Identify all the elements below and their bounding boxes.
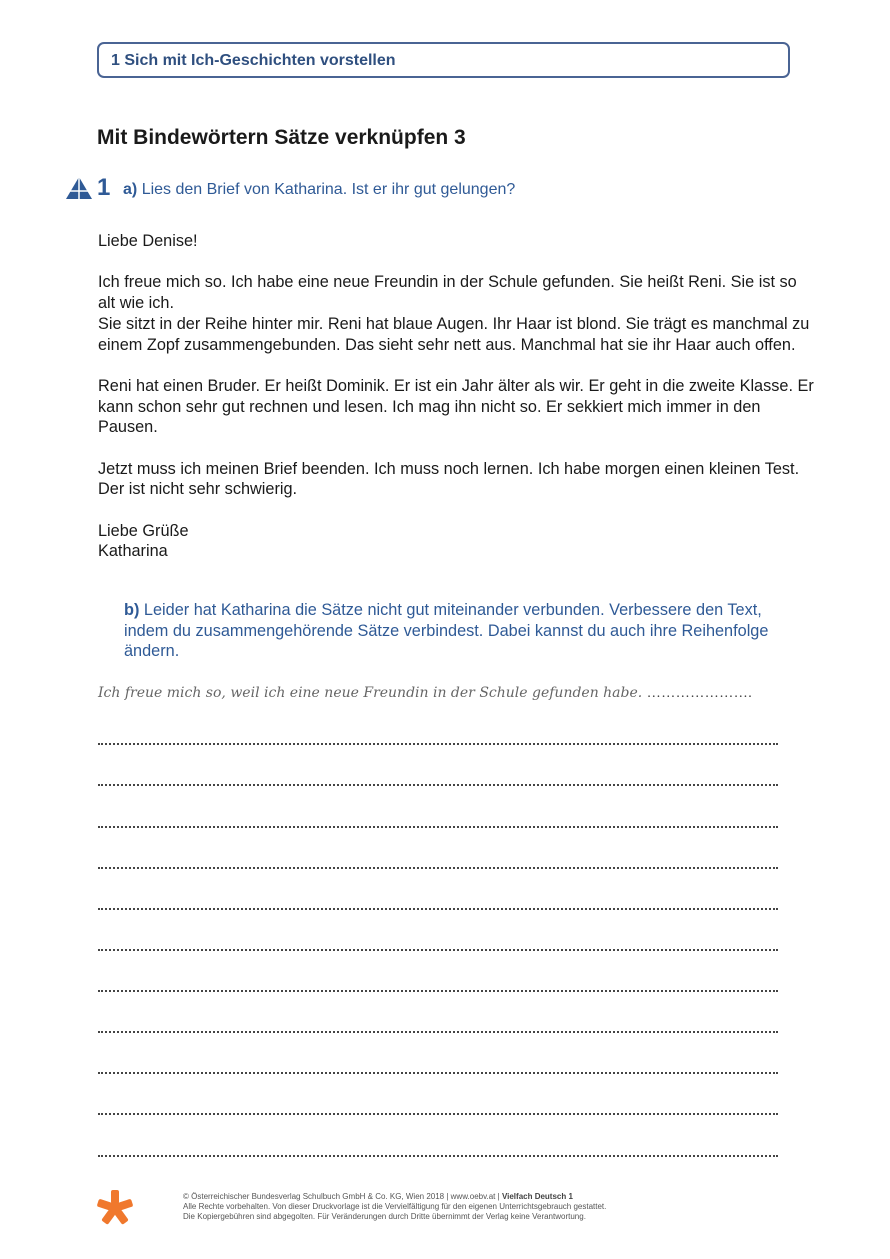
footer-line-1 — [183, 1192, 606, 1202]
letter-paragraph: Ich freue mich so. Ich habe eine neue Freundin in der Schule gefunden. Sie heißt Reni. Sie ist so alt wie ich. — [98, 273, 797, 313]
footer-copyright — [183, 1192, 606, 1222]
task-a-instruction — [123, 181, 515, 199]
task-b-instruction — [124, 600, 804, 662]
footer-line-1-prefix: © Österreichischer Bundesverlag Schulbuch GmbH & Co. KG, Wien 2018 | www.oebv.at | — [183, 1192, 502, 1201]
writing-line[interactable] — [98, 826, 778, 828]
task-b-label: b) — [124, 601, 140, 619]
task-number: 1 — [97, 174, 111, 201]
task-a-text: Lies den Brief von Katharina. Ist er ihr gut gelungen? — [141, 181, 516, 198]
writing-line[interactable] — [98, 1155, 778, 1157]
letter-greeting: Liebe Denise! — [98, 232, 198, 250]
writing-line[interactable] — [98, 1113, 778, 1115]
task-a-label: a) — [123, 181, 138, 198]
writing-line[interactable] — [98, 990, 778, 992]
writing-line[interactable] — [98, 1072, 778, 1074]
answer-example — [98, 685, 752, 702]
letter-paragraph: Sie sitzt in der Reihe hinter mir. Reni hat blaue Augen. Ihr Haar ist blond. Sie trägt es manchmal zu einem Zopf zusammengebunden. Das sieht sehr nett aus. Manchmal hat sie ihr Haar auch offen. — [98, 314, 810, 354]
answer-example-text: Ich freue mich so, weil ich eine neue Freundin in der Schule gefunden habe. — [98, 685, 643, 701]
chapter-label: 1 Sich mit Ich-Geschichten vorstellen — [111, 52, 396, 69]
writing-line[interactable] — [98, 743, 778, 745]
letter-paragraph: Jetzt muss ich meinen Brief beenden. Ich muss noch lernen. Ich habe morgen einen kleinen Test. Der ist nicht sehr schwierig. — [98, 459, 800, 499]
writing-line[interactable] — [98, 784, 778, 786]
writing-line[interactable] — [98, 1031, 778, 1033]
letter-closing: Liebe Grüße — [98, 521, 189, 540]
page-title: Mit Bindewörtern Sätze verknüpfen 3 — [97, 126, 466, 149]
chapter-header-box — [97, 42, 790, 78]
letter-signature: Katharina — [98, 542, 168, 561]
writing-line[interactable] — [98, 867, 778, 869]
letter — [98, 231, 818, 562]
task-b-text: Leider hat Katharina die Sätze nicht gut miteinander verbunden. Verbessere den Text, indem du zusammengehörende Sätze verbindest. Dabei kannst du auch ihre Reihenfolge ändern. — [124, 601, 769, 661]
footer-line-3: Die Kopiergebühren sind abgegolten. Für Veränderungen durch Dritte übernimmt der Verlag keine Verantwortung. — [183, 1212, 586, 1221]
footer-line-2: Alle Rechte vorbehalten. Von dieser Druckvorlage ist die Vervielfältigung für den eigenen Unterrichtsgebrauch gestattet. — [183, 1202, 607, 1211]
footer-book-title: Vielfach Deutsch 1 — [501, 1192, 573, 1201]
answer-example-dots: …………………. — [646, 686, 753, 701]
writing-line[interactable] — [98, 949, 778, 951]
triangle-level-icon — [66, 177, 92, 199]
oebv-star-logo-icon — [97, 1190, 133, 1226]
writing-line[interactable] — [98, 908, 778, 910]
letter-paragraph: Reni hat einen Bruder. Er heißt Dominik. Er ist ein Jahr älter als wir. Er geht in die zweite Klasse. Er kann schon sehr gut rechnen und lesen. Ich mag ihn nicht so. Er sekkiert mich immer in den Pausen. — [98, 376, 814, 437]
